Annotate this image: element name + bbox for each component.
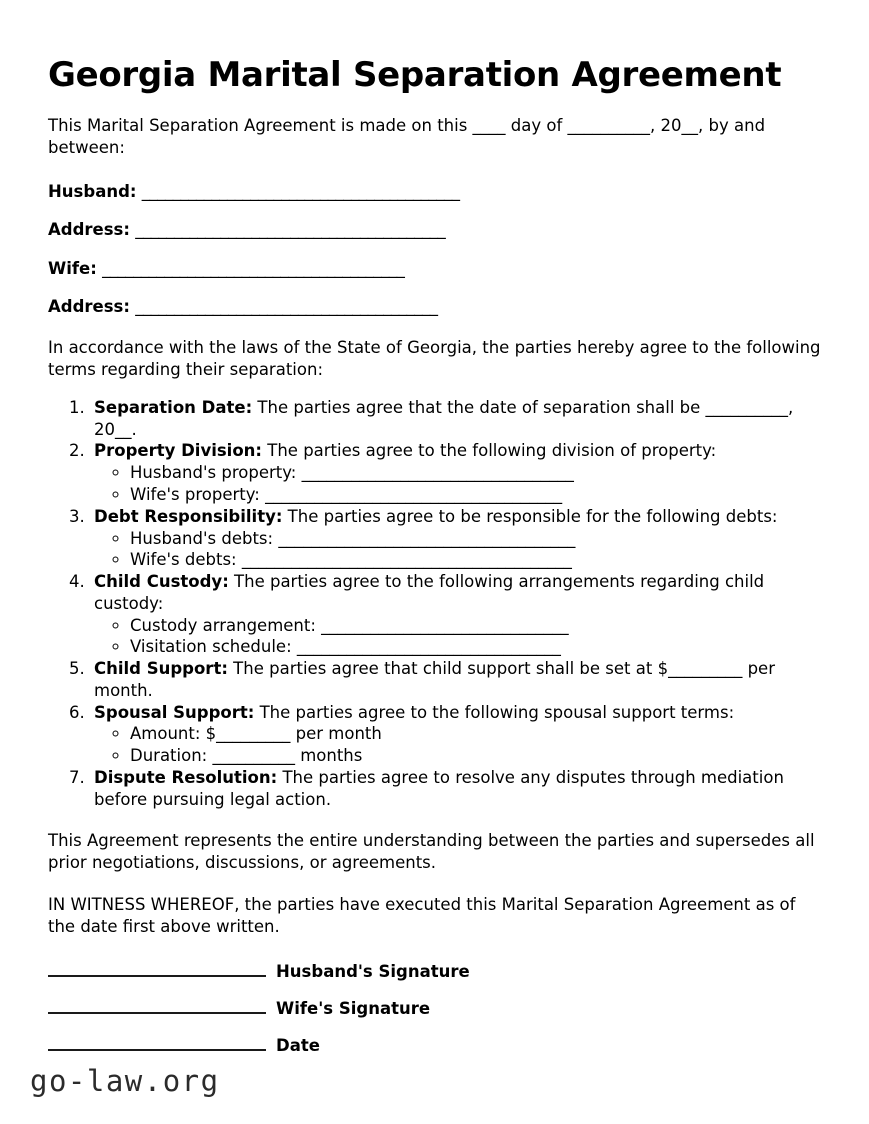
signature-line[interactable] <box>48 997 266 1014</box>
signature-row-wife <box>48 997 821 1018</box>
party-fill-line[interactable]: _________________________________________ <box>141 181 460 201</box>
term-item <box>90 658 821 702</box>
preamble-paragraph: In accordance with the laws of the State of Georgia, the parties hereby agree to the following terms regarding their separation: <box>48 338 821 380</box>
terms-list <box>48 397 821 811</box>
closing-paragraph-entire-understanding: This Agreement represents the entire understanding between the parties and supersedes all prior negotiations, discussions, or agreements. <box>48 831 815 873</box>
closing-paragraph-witness-whereof: IN WITNESS WHEREOF, the parties have executed this Marital Separation Agreement as of the date first above written. <box>48 894 796 936</box>
signature-block <box>48 960 821 1055</box>
term-name: Dispute Resolution: <box>94 767 278 787</box>
term-sub-item[interactable]: ◦ Wife's property: ____________________________________ <box>130 484 821 506</box>
party-label: Address: <box>48 220 130 240</box>
term-sub-item[interactable]: ◦ Amount: $_________ per month <box>130 723 821 745</box>
term-item <box>90 397 821 441</box>
party-fill-line[interactable]: _______________________________________ <box>135 296 438 316</box>
term-item <box>90 440 821 505</box>
signature-label: Date <box>276 1035 320 1055</box>
party-row-husband-name <box>48 181 821 202</box>
signature-line[interactable] <box>48 1034 266 1051</box>
term-text: The parties agree that the date of separation shall be __________, 20__. <box>94 397 794 439</box>
term-name: Separation Date: <box>94 397 253 417</box>
party-row-husband-address <box>48 219 821 240</box>
term-text: The parties agree to the following spousal support terms: <box>254 702 735 722</box>
term-sub-list <box>94 528 821 572</box>
term-item <box>90 506 821 571</box>
term-text: The parties agree to the following division of property: <box>262 441 717 461</box>
term-name: Child Custody: <box>94 572 229 592</box>
page-title: Georgia Marital Separation Agreement <box>48 55 782 95</box>
signature-label: Husband's Signature <box>276 961 470 981</box>
intro-paragraph: This Marital Separation Agreement is made on this ____ day of __________, 20__, by and between: <box>48 116 766 157</box>
term-name: Debt Responsibility: <box>94 506 283 526</box>
term-sub-item[interactable]: ◦ Husband's debts: ____________________________________ <box>130 528 821 550</box>
term-sub-list <box>94 723 821 767</box>
term-sub-item[interactable]: ◦ Husband's property: _________________________________ <box>130 462 821 484</box>
term-text: The parties agree that child support shall be set at $_________ per month. <box>94 659 775 700</box>
term-sub-item[interactable]: ◦ Wife's debts: ________________________________________ <box>130 549 821 571</box>
closing-block <box>48 830 821 937</box>
term-name: Property Division: <box>94 441 263 461</box>
term-sub-list <box>94 462 821 506</box>
term-sub-item[interactable]: ◦ Duration: __________ months <box>130 745 821 767</box>
term-text: The parties agree to resolve any disputes through mediation before pursuing legal action. <box>94 767 784 809</box>
term-sub-item[interactable]: ◦ Custody arrangement: ______________________________ <box>130 615 821 637</box>
party-label: Husband: <box>48 181 137 201</box>
signature-row-husband <box>48 960 821 981</box>
signature-label: Wife's Signature <box>276 998 431 1018</box>
party-fill-line[interactable]: ________________________________________ <box>135 220 446 240</box>
term-item <box>90 767 821 811</box>
signature-row-date <box>48 1034 821 1055</box>
term-sub-list <box>94 615 821 659</box>
term-text: The parties agree to the following arrangements regarding child custody: <box>94 572 765 613</box>
signature-line[interactable] <box>48 960 266 977</box>
term-item <box>90 702 821 767</box>
site-watermark: go-law.org <box>30 1064 220 1098</box>
party-label: Wife: <box>48 258 97 278</box>
term-text: The parties agree to be responsible for the following debts: <box>282 506 778 526</box>
party-row-wife-name <box>48 258 821 279</box>
party-row-wife-address <box>48 296 821 317</box>
party-label: Address: <box>48 296 130 316</box>
term-name: Child Support: <box>94 659 228 679</box>
term-sub-item[interactable]: ◦ Visitation schedule: ________________________________ <box>130 636 821 658</box>
parties-block <box>48 181 821 318</box>
term-item <box>90 571 821 658</box>
term-name: Spousal Support: <box>94 702 255 722</box>
party-fill-line[interactable]: _______________________________________ <box>102 258 405 278</box>
